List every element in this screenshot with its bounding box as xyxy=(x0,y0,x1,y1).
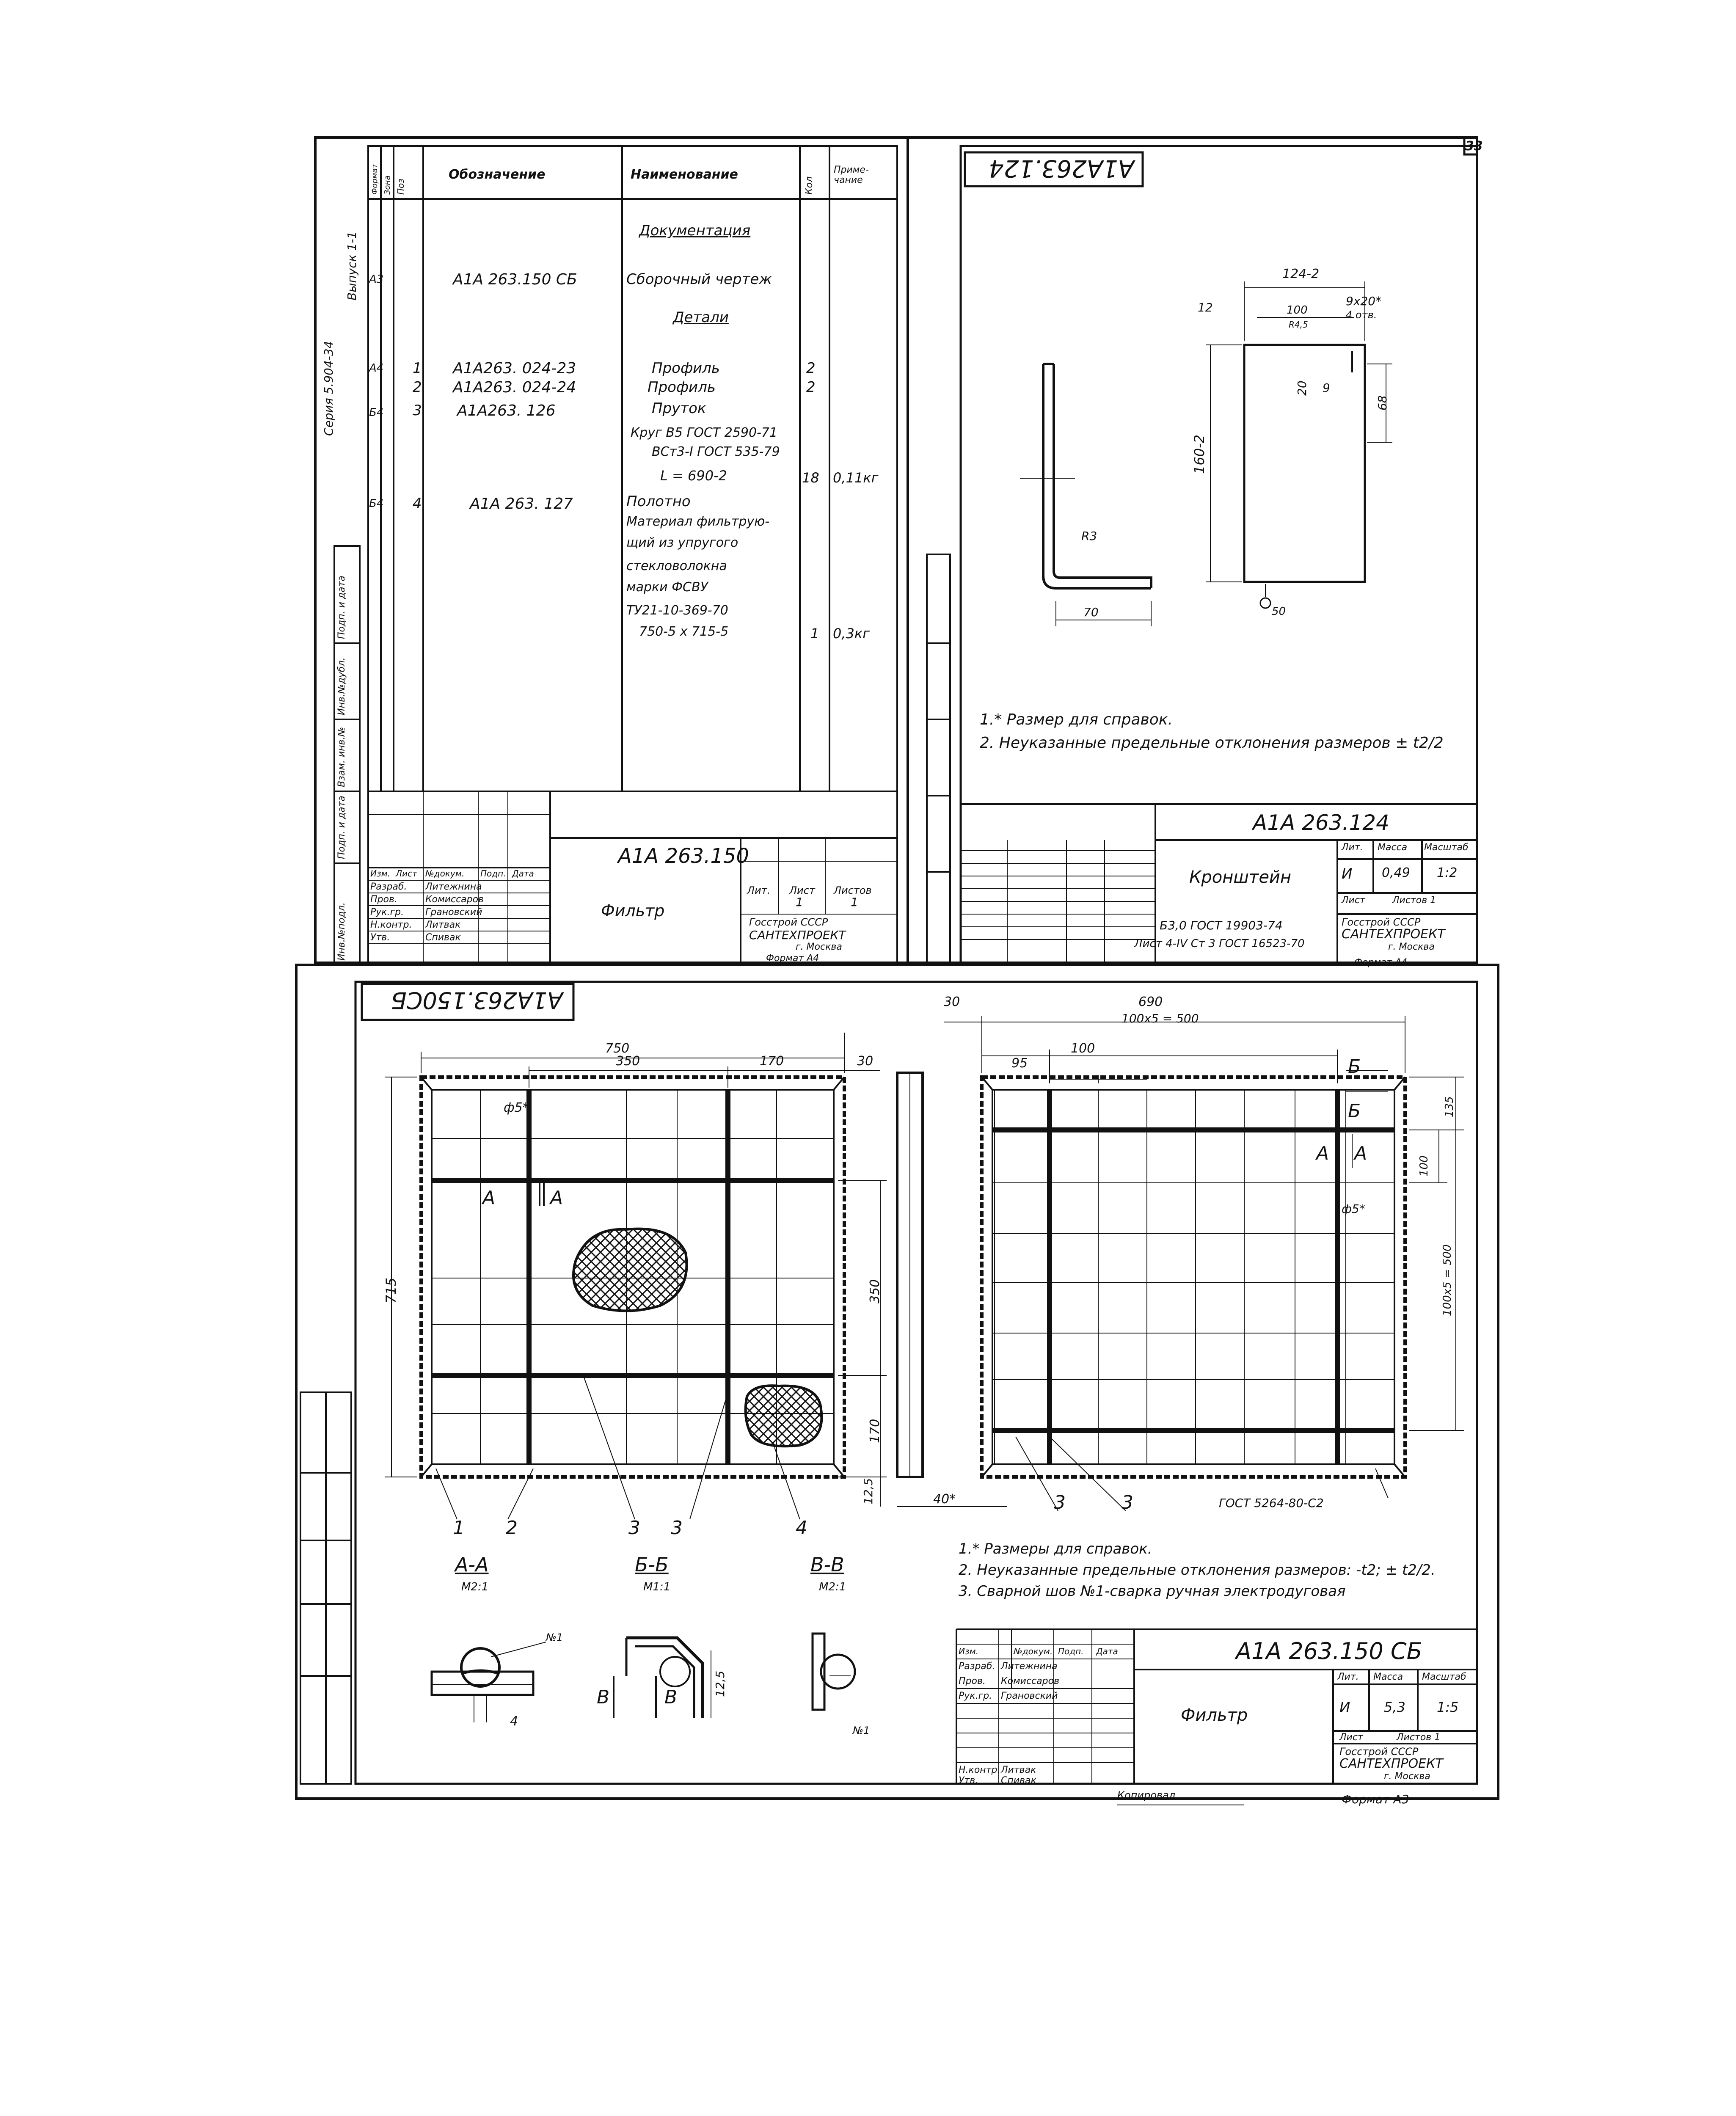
row-name: щий из упругого xyxy=(626,535,738,550)
row-name: ВСт3-I ГОСТ 535-79 xyxy=(652,444,780,459)
bracket-side-stamp xyxy=(927,554,950,963)
bracket-scale: 1:2 xyxy=(1437,865,1458,880)
row-name: марки ФСВУ xyxy=(626,580,708,595)
bracket-lit: И xyxy=(1342,865,1353,882)
stamp-dup: Инв.№дубл. xyxy=(336,657,347,715)
assembly-person-name: Литежнина xyxy=(1001,1661,1058,1672)
row-name: ТУ21-10-369-70 xyxy=(626,603,728,618)
row-note: 0,3кг xyxy=(833,625,870,642)
bracket-side-view xyxy=(1020,364,1151,626)
assembly-side-stamp xyxy=(300,1392,351,1784)
row-fmt: Б4 xyxy=(369,406,384,419)
dim-width: 124-2 xyxy=(1282,267,1320,281)
assembly-sheets-header: Листов 1 xyxy=(1397,1732,1441,1743)
dim-50: 50 xyxy=(1272,605,1286,618)
bracket-frame-inner xyxy=(961,138,1477,963)
row-code: A1A 263.150 СБ xyxy=(453,271,577,288)
series-label: Серия 5.904-34 xyxy=(322,341,336,436)
dim-30: 30 xyxy=(857,1054,874,1069)
bracket-sheet-header: Лист xyxy=(1342,895,1365,906)
spec-role-sign: Подп. xyxy=(480,868,506,879)
assembly-sheet-header: Лист xyxy=(1339,1732,1363,1743)
row-code: A1A263. 024-23 xyxy=(453,360,576,377)
row-code: A1A263. 126 xyxy=(457,402,556,419)
spec-person-role: Разраб. xyxy=(370,882,407,892)
header-qty: Кол xyxy=(804,176,815,195)
spec-org-1: Госстрой СССР xyxy=(749,916,828,928)
bracket-sheets-header: Листов 1 xyxy=(1392,895,1436,906)
bracket-org-3: г. Москва xyxy=(1388,942,1435,952)
side-callout-3: 3 xyxy=(1054,1492,1066,1513)
assembly-name: Фильтр xyxy=(1181,1705,1248,1725)
spec-person-name: Грановский xyxy=(425,907,482,917)
callout-1: 1 xyxy=(453,1517,465,1539)
spec-role-izm: Изм. xyxy=(370,868,391,879)
bracket-sheet-frame xyxy=(908,138,1477,963)
row-name: стекловолокна xyxy=(626,559,727,573)
side-dim-135: 135 xyxy=(1443,1096,1456,1117)
assembly-person-role: Н.контр. xyxy=(959,1765,1000,1775)
assembly-note-3: 3. Сварной шов №1-сварка ручная электродуговая xyxy=(959,1583,1346,1600)
dim-h170: 170 xyxy=(868,1419,882,1443)
dim-height: 160-2 xyxy=(1191,435,1207,474)
bracket-designation: A1A 263.124 xyxy=(1253,810,1389,835)
row-qty: 1 xyxy=(810,625,819,642)
row-name: 750-5 x 715-5 xyxy=(639,624,729,639)
row-qty: 2 xyxy=(806,360,816,377)
side-dim-95: 95 xyxy=(1011,1056,1028,1071)
assembly-role-izm: Изм. xyxy=(959,1646,979,1656)
label-4: 4 xyxy=(510,1714,518,1729)
spec-name: Фильтр xyxy=(601,901,665,920)
side-dim-phi: ф5* xyxy=(1342,1202,1365,1216)
dim-100: 100 xyxy=(1287,304,1308,317)
dim-350: 350 xyxy=(616,1054,640,1069)
label-bb: Б-Б xyxy=(635,1553,669,1576)
spec-person-role: Н.контр. xyxy=(370,920,412,930)
spec-person-role: Пров. xyxy=(370,894,397,905)
assembly-designation: A1A 263.150 СБ xyxy=(1236,1638,1422,1664)
spec-person-name: Литвак xyxy=(425,920,461,930)
assembly-person-name: Грановский xyxy=(1001,1691,1058,1701)
label-aa-scale: М2:1 xyxy=(461,1581,489,1593)
bracket-name: Кронштейн xyxy=(1189,868,1292,887)
callout-3: 3 xyxy=(628,1517,640,1539)
row-fmt: A4 xyxy=(369,362,384,375)
side-dim-vpitch: 100х5 = 500 xyxy=(1441,1244,1454,1316)
label-vv: В-В xyxy=(810,1553,844,1576)
assembly-scale: 1:5 xyxy=(1437,1699,1459,1715)
assembly-role-date: Дата xyxy=(1096,1646,1118,1656)
assembly-lit: И xyxy=(1339,1699,1350,1716)
row-pos: 2 xyxy=(413,379,422,396)
side-dim-pitch: 100х5 = 500 xyxy=(1122,1011,1199,1025)
side-weld: ГОСТ 5264-80-С2 xyxy=(1219,1496,1324,1510)
section-documentation: Документация xyxy=(639,222,751,239)
assembly-person-name: Литвак xyxy=(1001,1765,1036,1775)
marker-a-right: A xyxy=(550,1187,563,1209)
row-name: L = 690-2 xyxy=(660,468,727,484)
section-aa xyxy=(432,1642,546,1722)
label-n1-v: №1 xyxy=(853,1725,870,1736)
side-dim-100: 100 xyxy=(1071,1041,1095,1056)
spec-person-name: Литежнина xyxy=(425,882,482,892)
spec-org-2: САНТЕХПРОЕКТ xyxy=(749,928,846,942)
side-dim-total: 690 xyxy=(1138,995,1163,1009)
spec-sheet-frame xyxy=(315,138,908,963)
label-b-right: В xyxy=(664,1686,678,1708)
bracket-mass: 0,49 xyxy=(1382,865,1410,880)
bracket-plan-view xyxy=(1206,281,1392,608)
bracket-note-2: 2. Неуказанные предельные отклонения размеров ± t2/2 xyxy=(980,734,1444,752)
marker-b-top: Б xyxy=(1348,1056,1361,1077)
dim-12-5: 12,5 xyxy=(861,1478,875,1504)
assembly-role-sign: Подп. xyxy=(1058,1646,1084,1656)
row-code: A1A 263. 127 xyxy=(470,495,573,512)
dim-r: R4,5 xyxy=(1289,320,1308,330)
assembly-org-3: г. Москва xyxy=(1384,1771,1430,1782)
header-pos: Поз xyxy=(396,179,406,195)
assembly-person-role: Разраб. xyxy=(959,1661,995,1672)
row-pos: 1 xyxy=(413,360,422,377)
section-vv xyxy=(813,1634,855,1710)
spec-lit-header: Лит. xyxy=(747,884,771,896)
dim-12: 12 xyxy=(1198,300,1213,314)
assembly-org-1: Госстрой СССР xyxy=(1339,1746,1419,1758)
row-name: Материал фильтрую- xyxy=(626,514,770,529)
header-designation: Обозначение xyxy=(449,167,546,182)
spec-person-role: Утв. xyxy=(370,932,390,943)
callout-2: 2 xyxy=(506,1517,518,1539)
spec-person-name: Комиссаров xyxy=(425,894,484,905)
dim-68: 68 xyxy=(1375,395,1389,411)
assembly-note-1: 1.* Размеры для справок. xyxy=(959,1540,1152,1557)
stamp-sign: Подп. и дата xyxy=(336,796,347,859)
spec-person-role: Рук.гр. xyxy=(370,907,404,917)
row-name: Профиль xyxy=(648,379,716,396)
label-bb-scale: М1:1 xyxy=(643,1581,671,1593)
spec-format: Формат А4 xyxy=(766,953,819,964)
side-dim-v100: 100 xyxy=(1418,1155,1430,1176)
assembly-lit-header: Лит. xyxy=(1337,1672,1359,1682)
page-number: 33 xyxy=(1465,139,1483,154)
spec-sheets-header: Листов xyxy=(834,884,872,896)
bracket-org-1: Госстрой СССР xyxy=(1342,916,1421,928)
assembly-person-role: Пров. xyxy=(959,1676,986,1686)
stamp-sign2: Подп. и дата xyxy=(336,576,347,639)
callout-4: 4 xyxy=(796,1517,807,1539)
assembly-role-doc: №докум. xyxy=(1014,1646,1053,1656)
dim-phi: ф5* xyxy=(504,1100,529,1115)
assembly-copied: Копировал xyxy=(1117,1789,1176,1801)
section-bb xyxy=(614,1638,711,1718)
marker-b-bottom: Б xyxy=(1348,1100,1361,1122)
callout-3b: 3 xyxy=(671,1517,683,1539)
front-view-filter xyxy=(385,1033,1007,1519)
spec-role-doc: №докум. xyxy=(425,868,465,879)
dim-170: 170 xyxy=(760,1054,784,1069)
dim-holes: 9х20* xyxy=(1346,294,1382,308)
bracket-scale-header: Масштаб xyxy=(1424,842,1469,853)
side-dim-30: 30 xyxy=(944,995,960,1009)
spec-role-date: Дата xyxy=(512,868,534,879)
bracket-people-grid xyxy=(961,840,1155,963)
header-note: Приме-чание xyxy=(834,165,869,185)
row-code: A1A263. 024-24 xyxy=(453,379,576,396)
dim-20: 20 xyxy=(1295,380,1309,396)
spec-role-list: Лист xyxy=(396,868,417,879)
spec-designation: A1A 263.150 xyxy=(618,844,749,868)
stamp-replace: Взам. инв.№ xyxy=(336,727,347,787)
assembly-format: Формат А3 xyxy=(1342,1792,1409,1806)
assembly-scale-header: Масштаб xyxy=(1422,1672,1466,1682)
bracket-mass-header: Масса xyxy=(1378,842,1408,853)
spec-sheets: 1 xyxy=(851,895,858,909)
row-qty: 18 xyxy=(802,470,819,486)
row-note: 0,11кг xyxy=(833,470,879,486)
row-qty: 2 xyxy=(806,379,816,396)
dim-h350: 350 xyxy=(868,1279,882,1303)
dim-holes-count: 4 отв. xyxy=(1346,309,1377,321)
row-fmt: A3 xyxy=(369,273,384,286)
label-vv-scale: М2:1 xyxy=(819,1581,846,1593)
dim-9: 9 xyxy=(1323,381,1330,395)
row-name: Круг B5 ГОСТ 2590-71 xyxy=(631,425,778,440)
assembly-org-2: САНТЕХПРОЕКТ xyxy=(1339,1756,1443,1771)
assembly-mass-header: Масса xyxy=(1373,1672,1403,1682)
assembly-person-role: Утв. xyxy=(959,1775,978,1786)
row-pos: 3 xyxy=(413,402,422,419)
section-parts: Детали xyxy=(673,309,729,326)
bracket-material-1: Б3,0 ГОСТ 19903-74 xyxy=(1160,918,1283,932)
assembly-mirrored-stamp: A1A263.150СБ xyxy=(391,987,563,1014)
issue-label: Выпуск 1-1 xyxy=(345,231,359,300)
marker-a-side-left: A xyxy=(1316,1143,1329,1164)
assembly-person-role: Рук.гр. xyxy=(959,1691,992,1701)
marker-a-side-right: A xyxy=(1354,1143,1367,1164)
assembly-mass: 5,3 xyxy=(1384,1699,1405,1715)
marker-a-left: A xyxy=(482,1187,496,1209)
bracket-lit-header: Лит. xyxy=(1342,842,1363,853)
spec-sheet: 1 xyxy=(796,895,803,909)
spec-sheet-header: Лист xyxy=(789,884,815,896)
stamp-inv: Инв.№подл. xyxy=(336,902,347,961)
row-fmt: Б4 xyxy=(369,497,384,510)
row-name: Профиль xyxy=(652,360,720,377)
row-name: Полотно xyxy=(626,493,691,510)
dim-total: 750 xyxy=(605,1041,630,1056)
label-b-left: В xyxy=(597,1686,610,1708)
header-format: Формат xyxy=(370,163,379,195)
dim-40: 40* xyxy=(933,1492,956,1507)
bracket-format: Формат А4 xyxy=(1354,957,1408,968)
assembly-person-name: Комиссаров xyxy=(1001,1676,1060,1686)
dim-height: 715 xyxy=(383,1277,399,1303)
bracket-mirrored-stamp: A1A263.124 xyxy=(989,154,1134,182)
spec-table-grid xyxy=(368,146,897,963)
spec-person-name: Спивак xyxy=(425,932,461,943)
dim-radius: R3 xyxy=(1081,529,1097,543)
side-callout-3b: 3 xyxy=(1122,1492,1133,1513)
label-aa: A-A xyxy=(455,1553,489,1576)
spec-org-3: г. Москва xyxy=(796,942,842,952)
side-view-filter xyxy=(944,1016,1464,1511)
assembly-person-name: Спивак xyxy=(1001,1775,1036,1786)
label-12-5: 12,5 xyxy=(713,1670,727,1697)
header-name: Наименование xyxy=(631,167,738,182)
row-name: Сборочный чертеж xyxy=(626,271,772,288)
row-pos: 4 xyxy=(413,495,422,512)
bracket-material-2: Лист 4-IV Ст 3 ГОСТ 16523-70 xyxy=(1134,937,1305,950)
bracket-org-2: САНТЕХПРОЕКТ xyxy=(1342,927,1445,942)
header-zone: Зона xyxy=(383,175,392,195)
row-name: Пруток xyxy=(652,400,706,417)
dim-70: 70 xyxy=(1083,605,1099,619)
bracket-note-1: 1.* Размер для справок. xyxy=(980,711,1173,728)
label-n1-a: №1 xyxy=(546,1631,563,1643)
assembly-note-2: 2. Неуказанные предельные отклонения размеров: -t2; ± t2/2. xyxy=(959,1562,1436,1579)
